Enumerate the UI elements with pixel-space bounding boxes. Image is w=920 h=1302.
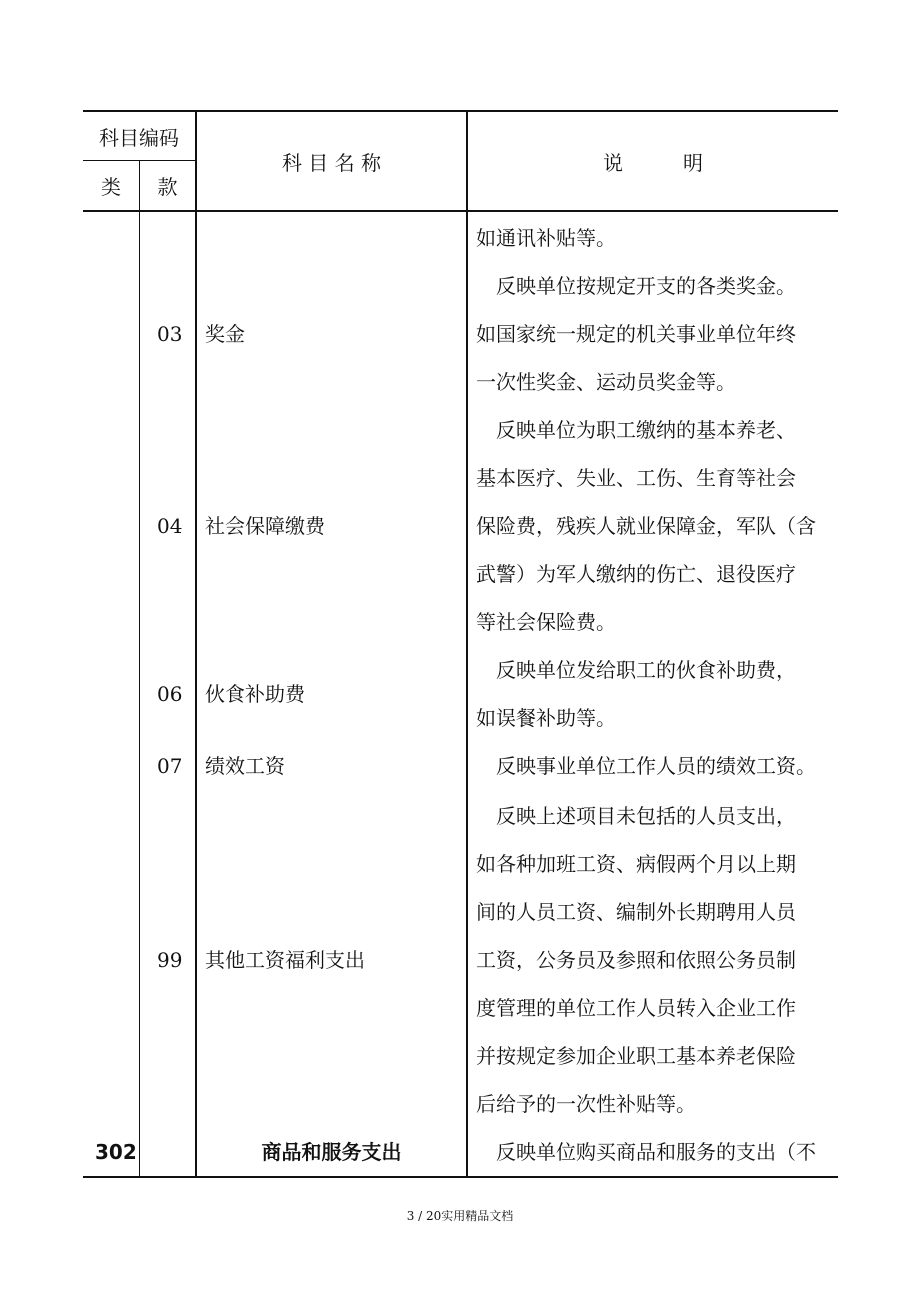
- table-row-desc: [476, 646, 848, 742]
- desc-line: 如通讯补贴等。: [476, 226, 616, 250]
- class-name: 商品和服务支出: [261, 1140, 402, 1164]
- col-divider-class: [139, 161, 140, 1177]
- desc-line: 并按规定参加企业职工基本养老保险: [476, 1044, 796, 1068]
- item-code: 04: [157, 514, 183, 538]
- item-name: 奖金: [205, 322, 245, 346]
- desc-line: 后给予的一次性补贴等。: [476, 1092, 696, 1116]
- desc-line: 如误餐补助等。: [476, 706, 616, 730]
- table-row-desc: [476, 742, 848, 790]
- item-code: 06: [157, 682, 183, 706]
- desc-line: 武警）为军人缴纳的伤亡、退役医疗: [476, 562, 796, 586]
- col-divider-name: [466, 110, 468, 1177]
- desc-line: 等社会保险费。: [476, 610, 616, 634]
- col-divider-item: [195, 110, 197, 1177]
- header-desc: 说 明: [603, 150, 703, 175]
- page-footer: 3 / 20实用精品文档: [406, 1209, 514, 1223]
- desc-line: 保险费，残疾人就业保障金，军队（含: [476, 514, 816, 538]
- subject-table: [83, 110, 838, 1178]
- item-name: 社会保障缴费: [205, 514, 325, 538]
- class-code: 302: [95, 1140, 137, 1164]
- desc-line: 反映单位为职工缴纳的基本养老、: [476, 418, 796, 442]
- desc-line: 如国家统一规定的机关事业单位年终: [476, 322, 796, 346]
- header-code-group: 科目编码: [99, 125, 179, 150]
- table-row-desc: [476, 406, 848, 646]
- desc-line: 工资，公务员及参照和依照公务员制: [476, 948, 796, 972]
- header-name: 科 目 名 称: [281, 150, 382, 175]
- desc-line: 间的人员工资、编制外长期聘用人员: [476, 900, 796, 924]
- desc-line: 反映单位按规定开支的各类奖金。: [476, 274, 796, 298]
- table-row-desc: [476, 214, 848, 262]
- desc-line: 反映上述项目未包括的人员支出，: [476, 804, 796, 828]
- desc-line: 如各种加班工资、病假两个月以上期: [476, 852, 796, 876]
- item-code: 99: [157, 948, 183, 972]
- item-code: 03: [157, 322, 183, 346]
- item-name: 伙食补助费: [205, 682, 305, 706]
- desc-line: 一次性奖金、运动员奖金等。: [476, 370, 736, 394]
- header-class: 类: [101, 175, 121, 199]
- header-item: 款: [157, 175, 178, 199]
- item-code: 07: [157, 754, 183, 778]
- desc-line: 基本医疗、失业、工伤、生育等社会: [476, 466, 796, 490]
- desc-line: 反映单位购买商品和服务的支出（不: [476, 1140, 816, 1164]
- desc-line: 反映单位发给职工的伙食补助费，: [476, 658, 796, 682]
- table-row-desc: [476, 1128, 838, 1176]
- item-name: 其他工资福利支出: [205, 948, 365, 972]
- desc-line: 反映事业单位工作人员的绩效工资。: [476, 754, 816, 778]
- table-row-desc: [476, 262, 848, 406]
- desc-line: 度管理的单位工作人员转入企业工作: [476, 996, 796, 1020]
- item-name: 绩效工资: [205, 754, 285, 778]
- table-row-desc: [476, 792, 848, 1128]
